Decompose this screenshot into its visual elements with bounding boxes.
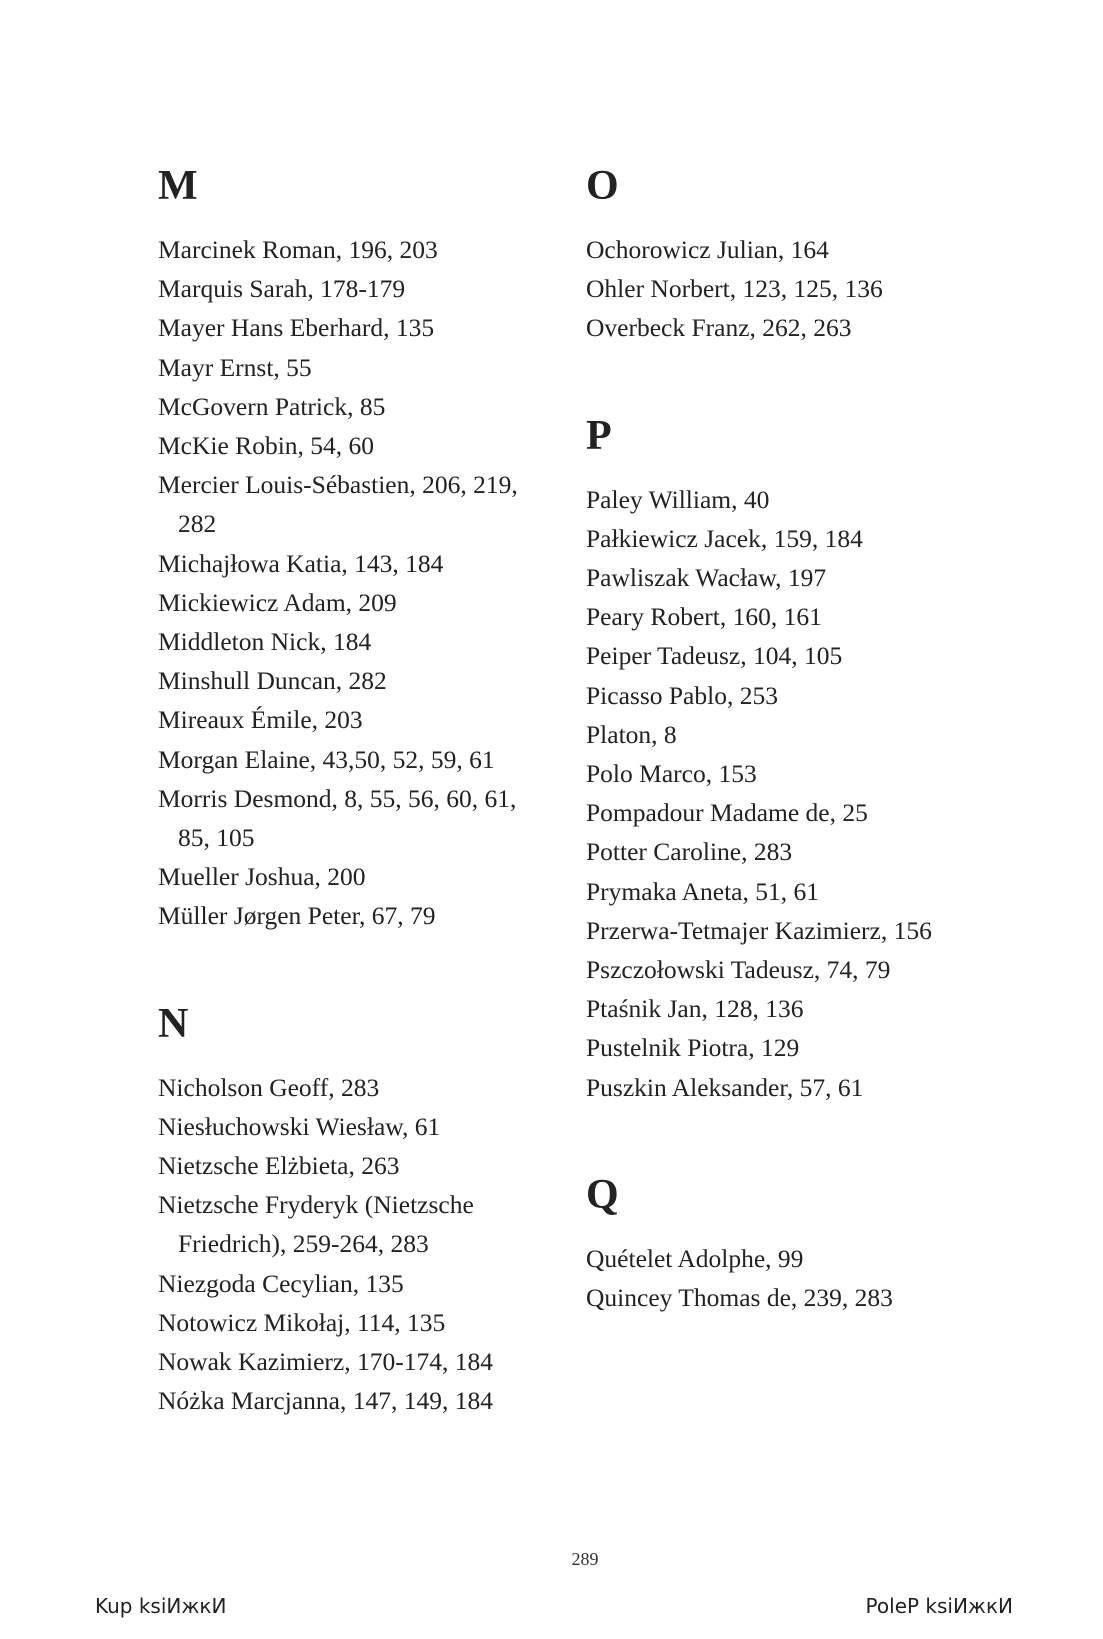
section-letter-m: M: [158, 163, 198, 209]
entry-list-q: [586, 1239, 1006, 1317]
section-spacer: [586, 348, 1006, 400]
index-entry: Nowak Kazimierz, 170-174, 184: [158, 1347, 493, 1377]
index-entry: Mueller Joshua, 200: [158, 862, 366, 892]
index-entry: Prymaka Aneta, 51, 61: [586, 876, 819, 906]
index-entry: Przerwa-Tetmajer Kazimierz, 156: [586, 915, 932, 945]
index-entry: Nietzsche Elżbieta, 263: [158, 1151, 400, 1181]
index-section-m: [158, 150, 538, 936]
index-entry: Peiper Tadeusz, 104, 105: [586, 641, 843, 671]
section-letter-o: O: [586, 163, 619, 209]
index-entry: Niesłuchowski Wiesław, 61: [158, 1111, 441, 1141]
recommend-book-link[interactable]: PoleР ksiИжкИ: [865, 1594, 1013, 1618]
index-entry: Mayr Ernst, 55: [158, 352, 312, 382]
index-entry: Ohler Norbert, 123, 125, 136: [586, 274, 883, 304]
index-entry: Potter Caroline, 283: [586, 837, 793, 867]
index-entry: Ochorowicz Julian, 164: [586, 235, 829, 264]
index-entry: Notowicz Mikołaj, 114, 135: [158, 1307, 446, 1337]
index-entry: Morgan Elaine, 43,50, 52, 59, 61: [158, 744, 495, 774]
index-entry: McGovern Patrick, 85: [158, 391, 386, 421]
section-spacer: [158, 936, 538, 988]
index-section-o: [586, 150, 1006, 348]
index-entry: Platon, 8: [586, 719, 677, 749]
index-entry: Ptaśnik Jan, 128, 136: [586, 994, 804, 1024]
page-number: 289: [571, 1549, 599, 1569]
index-entry: Nietzsche Fryderyk (Nietzsche Friedrich), 259-264, 283: [158, 1190, 474, 1259]
index-entry: Pawliszak Wacław, 197: [586, 563, 827, 593]
entry-list-n: [158, 1068, 538, 1421]
entry-list-o: [586, 230, 1006, 348]
index-entry: Nóżka Marcjanna, 147, 149, 184: [158, 1386, 493, 1416]
index-entry: Paley William, 40: [586, 484, 770, 514]
index-entry: McKie Robin, 54, 60: [158, 431, 375, 461]
index-entry: Minshull Duncan, 282: [158, 666, 387, 696]
index-entry: Michajłowa Katia, 143, 184: [158, 548, 444, 578]
index-entry: Polo Marco, 153: [586, 759, 757, 789]
index-section-q: [586, 1159, 1006, 1317]
index-entry: Pszczołowski Tadeusz, 74, 79: [586, 955, 891, 985]
index-entry: Middleton Nick, 184: [158, 627, 372, 657]
index-entry: Quincey Thomas de, 239, 283: [586, 1283, 893, 1313]
section-letter-n: N: [158, 1000, 189, 1047]
section-letter-q: Q: [586, 1171, 619, 1218]
index-section-p: [586, 400, 1006, 1107]
index-entry: Mayer Hans Eberhard, 135: [158, 313, 435, 343]
index-column-right: [586, 150, 1006, 1317]
buy-book-link[interactable]: Kup ksiИжкИ: [95, 1594, 227, 1618]
section-letter-p: P: [586, 412, 612, 459]
entry-list-m: [158, 230, 538, 936]
index-section-n: [158, 988, 538, 1421]
index-entry: Nicholson Geoff, 283: [158, 1072, 380, 1102]
section-spacer: [586, 1107, 1006, 1159]
index-entry: Marquis Sarah, 178-179: [158, 274, 406, 304]
index-entry: Mercier Louis-Sébastien, 206, 219, 282: [158, 470, 518, 539]
index-entry: Puszkin Aleksander, 57, 61: [586, 1072, 864, 1102]
entry-list-p: [586, 480, 1006, 1107]
index-entry: Overbeck Franz, 262, 263: [586, 313, 852, 343]
index-entry: Mireaux Émile, 203: [158, 705, 363, 735]
index-entry: Pompadour Madame de, 25: [586, 798, 868, 828]
index-entry: Picasso Pablo, 253: [586, 680, 778, 710]
index-entry: Quételet Adolphe, 99: [586, 1243, 804, 1273]
index-entry: Mickiewicz Adam, 209: [158, 587, 397, 617]
index-entry: Müller Jørgen Peter, 67, 79: [158, 901, 436, 931]
index-entry: Niezgoda Cecylian, 135: [158, 1268, 404, 1298]
index-column-left: [158, 150, 538, 1420]
index-entry: Pustelnik Piotra, 129: [586, 1033, 800, 1063]
index-entry: Peary Robert, 160, 161: [586, 602, 822, 632]
index-entry: Pałkiewicz Jacek, 159, 184: [586, 523, 863, 553]
index-entry: Marcinek Roman, 196, 203: [158, 235, 438, 264]
index-entry: Morris Desmond, 8, 55, 56, 60, 61, 85, 105: [158, 783, 517, 853]
